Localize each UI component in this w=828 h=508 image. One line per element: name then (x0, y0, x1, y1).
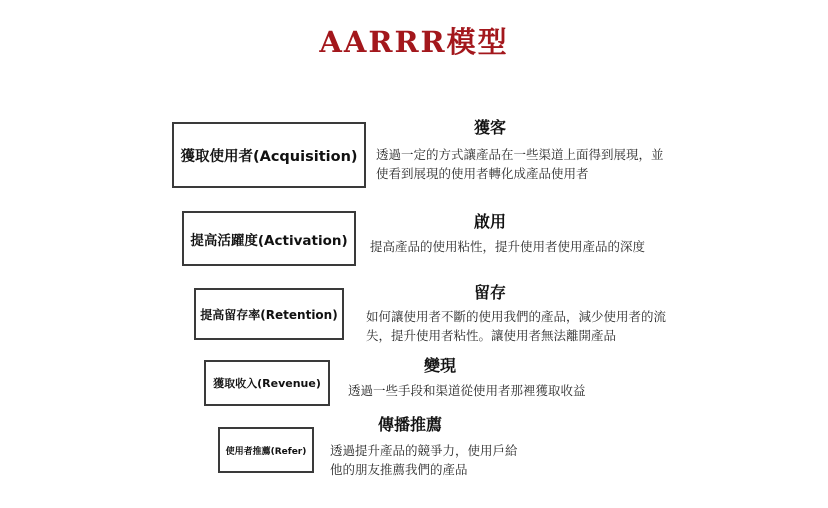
stage-box-activation (182, 211, 356, 266)
stage-box-retention (194, 288, 344, 340)
stage-box-label: 提高留存率(Retention) (200, 307, 338, 322)
stage-heading-revenue: 變現 (424, 356, 457, 375)
stage-box-label: 獲取收入(Revenue) (213, 377, 321, 390)
stage-description-acquisition: 透過一定的方式讓產品在一些渠道上面得到展現，並使看到展現的使用者轉化成產品使用者 (376, 147, 664, 181)
stage-heading-acquisition: 獲客 (474, 118, 507, 137)
stage-heading-retention: 留存 (474, 283, 507, 302)
stage-heading-activation: 啟用 (474, 212, 507, 231)
stage-box-label: 使用者推薦(Refer) (225, 446, 307, 457)
stage-description-activation: 提高產品的使用粘性，提升使用者使用產品的深度 (370, 239, 646, 254)
stage-box-acquisition (172, 122, 366, 188)
stage-box-label: 提高活躍度(Activation) (190, 232, 348, 249)
page-title: AARRR模型 (319, 25, 509, 59)
stage-description-refer: 透過提升產品的競爭力，使用戶給他的朋友推薦我們的產品 (330, 443, 518, 477)
stage-box-revenue (204, 360, 330, 406)
stage-box-refer (218, 427, 314, 473)
stage-description-revenue: 透過一些手段和渠道從使用者那裡獲取收益 (348, 383, 586, 398)
stage-description-retention: 如何讓使用者不斷的使用我們的產品，減少使用者的流失，提升使用者粘性。讓使用者無法離開產品 (366, 309, 667, 343)
stage-box-label: 獲取使用者(Acquisition) (180, 148, 358, 165)
stage-heading-refer: 傳播推薦 (378, 415, 443, 434)
